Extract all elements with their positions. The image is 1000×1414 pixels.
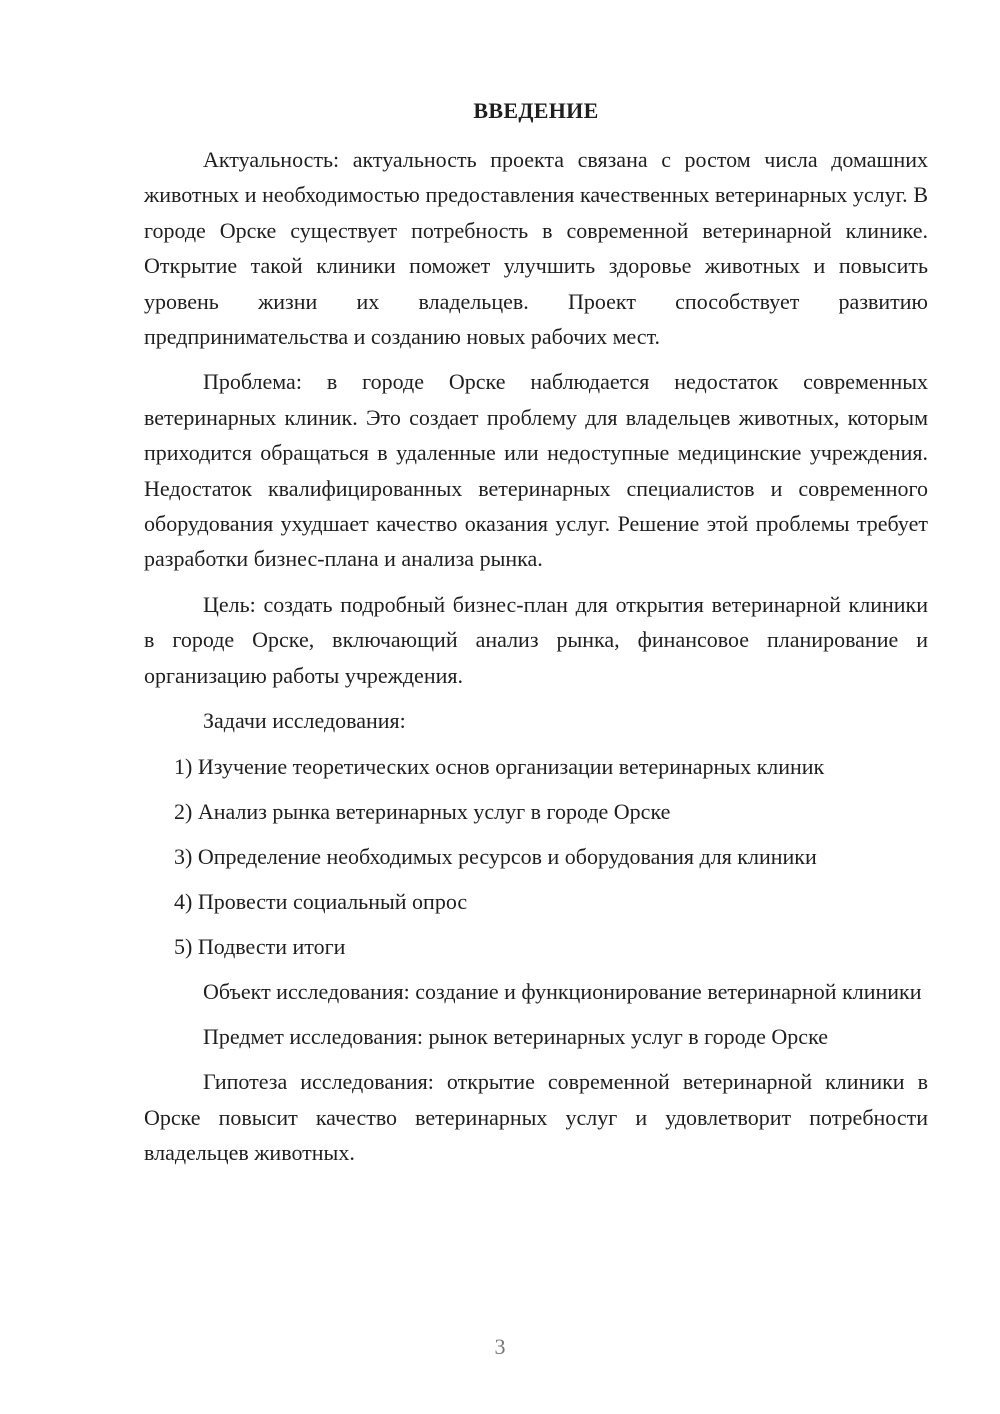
task-list-item: 4) Провести социальный опрос	[174, 888, 468, 914]
object-paragraph: Объект исследования: создание и функционирование ветеринарной клиники	[203, 978, 922, 1004]
task-list-item: 5) Подвести итоги	[174, 933, 346, 959]
tasks-heading: Задачи исследования:	[203, 708, 406, 734]
goal-paragraph: Цель: создать подробный бизнес-план для открытия ветеринарной клиники в городе Орске, включающий анализ рынка, финансовое планирование и организацию работы учреждения.	[144, 591, 928, 688]
page-content	[144, 96, 928, 1181]
relevance-paragraph: Актуальность: актуальность проекта связана с ростом числа домашних животных и необходимостью предоставления качественных ветеринарных услуг. В городе Орске существует потребность в современной ветеринарной клинике. Открытие такой клиники поможет улучшить здоровье животных и повысить уровень жизни их владельцев. Проект способствует развитию предпринимательства и созданию новых рабочих мест.	[144, 147, 928, 350]
subject-paragraph: Предмет исследования: рынок ветеринарных услуг в городе Орске	[203, 1023, 828, 1049]
hypothesis-paragraph: Гипотеза исследования: открытие современной ветеринарной клиники в Орске повысит качество ветеринарных услуг и удовлетворит потребности владельцев животных.	[144, 1069, 928, 1166]
task-list-item: 1) Изучение теоретических основ организации ветеринарных клиник	[174, 753, 825, 779]
problem-paragraph: Проблема: в городе Орске наблюдается недостаток современных ветеринарных клиник. Это создает проблему для владельцев животных, которым приходится обращаться в удаленные или недоступные медицинские учреждения. Недостаток квалифицированных ветеринарных специалистов и современного оборудования ухудшает качество оказания услуг. Решение этой проблемы требует разработки бизнес-плана и анализа рынка.	[144, 369, 928, 572]
page-number: 3	[494, 1334, 506, 1359]
task-list-item: 2) Анализ рынка ветеринарных услуг в городе Орске	[174, 798, 671, 824]
section-title: ВВЕДЕНИЕ	[473, 98, 599, 123]
task-list-item: 3) Определение необходимых ресурсов и оборудования для клиники	[174, 843, 817, 869]
